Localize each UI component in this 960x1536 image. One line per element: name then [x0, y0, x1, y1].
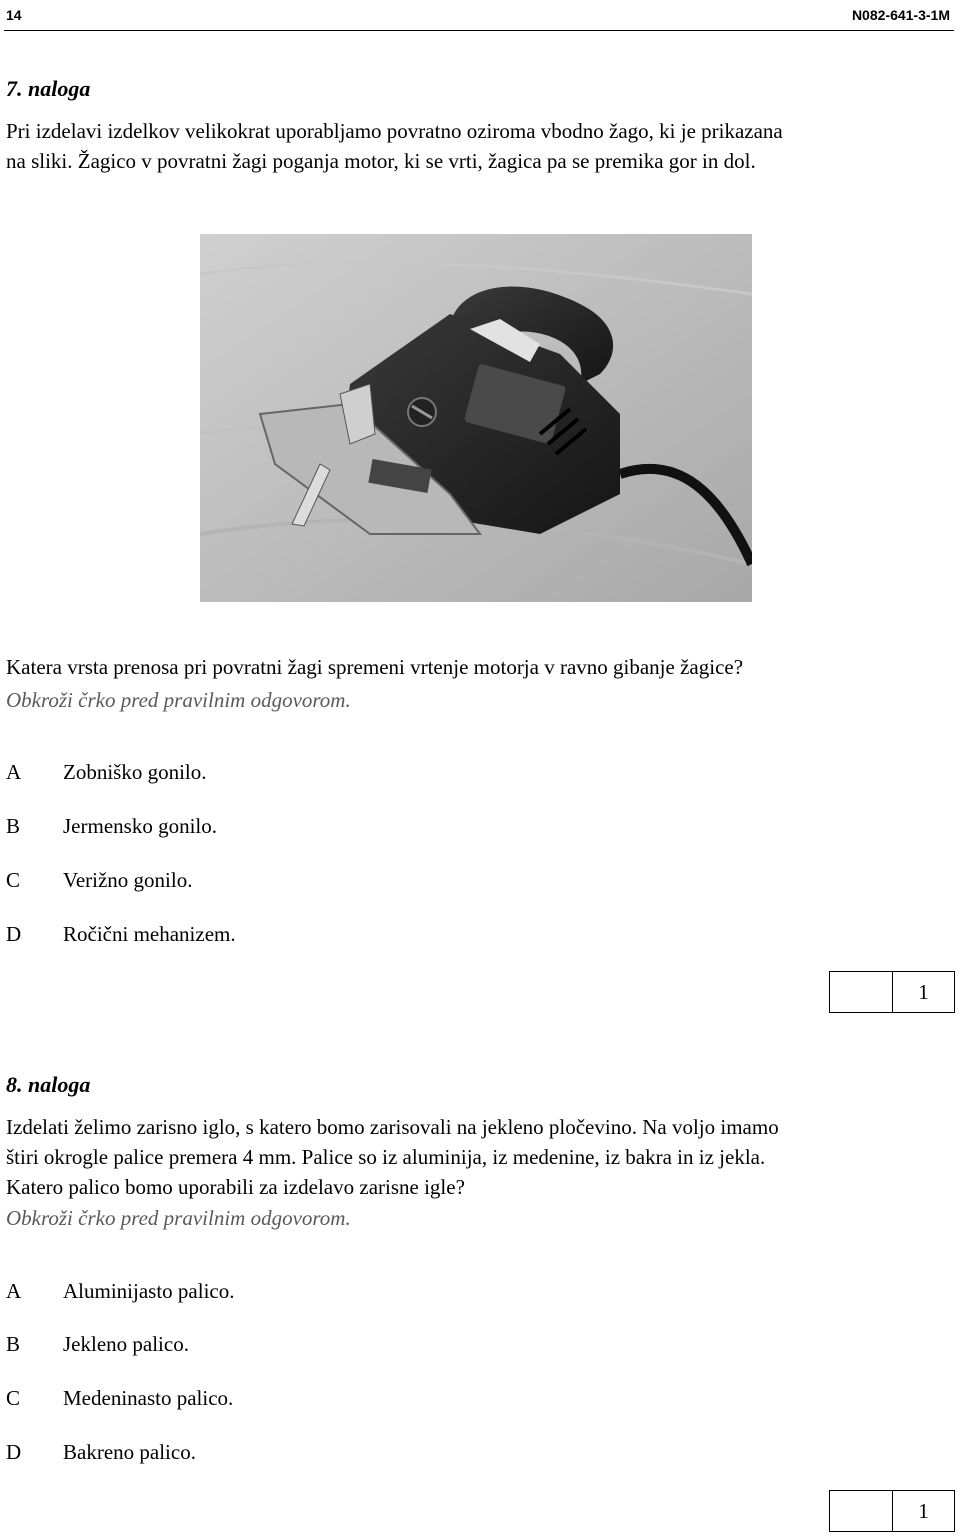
option-text: Verižno gonilo.	[63, 868, 193, 892]
task-8-score-box[interactable]	[829, 1490, 955, 1532]
option-text: Ročični mehanizem.	[63, 922, 236, 946]
score-entry-cell[interactable]	[830, 1491, 893, 1531]
option-letter: D	[6, 1440, 22, 1464]
option-text: Zobniško gonilo.	[63, 760, 207, 784]
option-text: Medeninasto palico.	[63, 1386, 234, 1410]
option-text: Jermensko gonilo.	[63, 814, 217, 838]
task-7-intro-line-2: na sliki. Žagico v povratni žagi poganja motor, ki se vrti, žagica pa se premika gor in dol.	[6, 149, 756, 173]
task-7-title: 7. naloga	[6, 76, 91, 101]
task-8-line-3: Katero palico bomo uporabili za izdelavo zarisne igle?	[6, 1175, 465, 1199]
jigsaw-photo	[200, 234, 752, 602]
document-code: N082-641-3-1M	[851, 7, 950, 23]
page-number: 14	[6, 7, 22, 23]
option-letter: C	[6, 868, 21, 892]
score-points: 1	[918, 1498, 929, 1523]
option-letter: D	[6, 922, 22, 946]
task-8-line-1: Izdelati želimo zarisno iglo, s katero bomo zarisovali na jekleno pločevino. Na voljo imamo	[6, 1115, 779, 1139]
score-points: 1	[918, 979, 929, 1004]
task-7-instruction: Obkroži črko pred pravilnim odgovorom.	[6, 688, 351, 712]
page-header	[4, 0, 954, 31]
task-7-intro-line-1: Pri izdelavi izdelkov velikokrat uporabljamo povratno oziroma vbodno žago, ki je prikazana	[6, 119, 783, 143]
option-letter: A	[6, 1279, 22, 1303]
option-text: Aluminijasto palico.	[63, 1279, 235, 1303]
option-letter: B	[6, 814, 21, 838]
score-entry-cell[interactable]	[830, 972, 893, 1012]
option-letter: A	[6, 760, 22, 784]
option-letter: B	[6, 1332, 21, 1356]
task-8-line-2: štiri okrogle palice premera 4 mm. Palice so iz aluminija, iz medenine, iz bakra in iz jekla.	[6, 1145, 766, 1169]
option-letter: C	[6, 1386, 21, 1410]
task-8-title: 8. naloga	[6, 1072, 91, 1097]
option-text: Bakreno palico.	[63, 1440, 196, 1464]
task-7-score-box[interactable]	[829, 971, 955, 1013]
option-text: Jekleno palico.	[63, 1332, 189, 1356]
task-7-question: Katera vrsta prenosa pri povratni žagi spremeni vrtenje motorja v ravno gibanje žagice?	[6, 655, 744, 679]
task-8-instruction: Obkroži črko pred pravilnim odgovorom.	[6, 1206, 351, 1230]
